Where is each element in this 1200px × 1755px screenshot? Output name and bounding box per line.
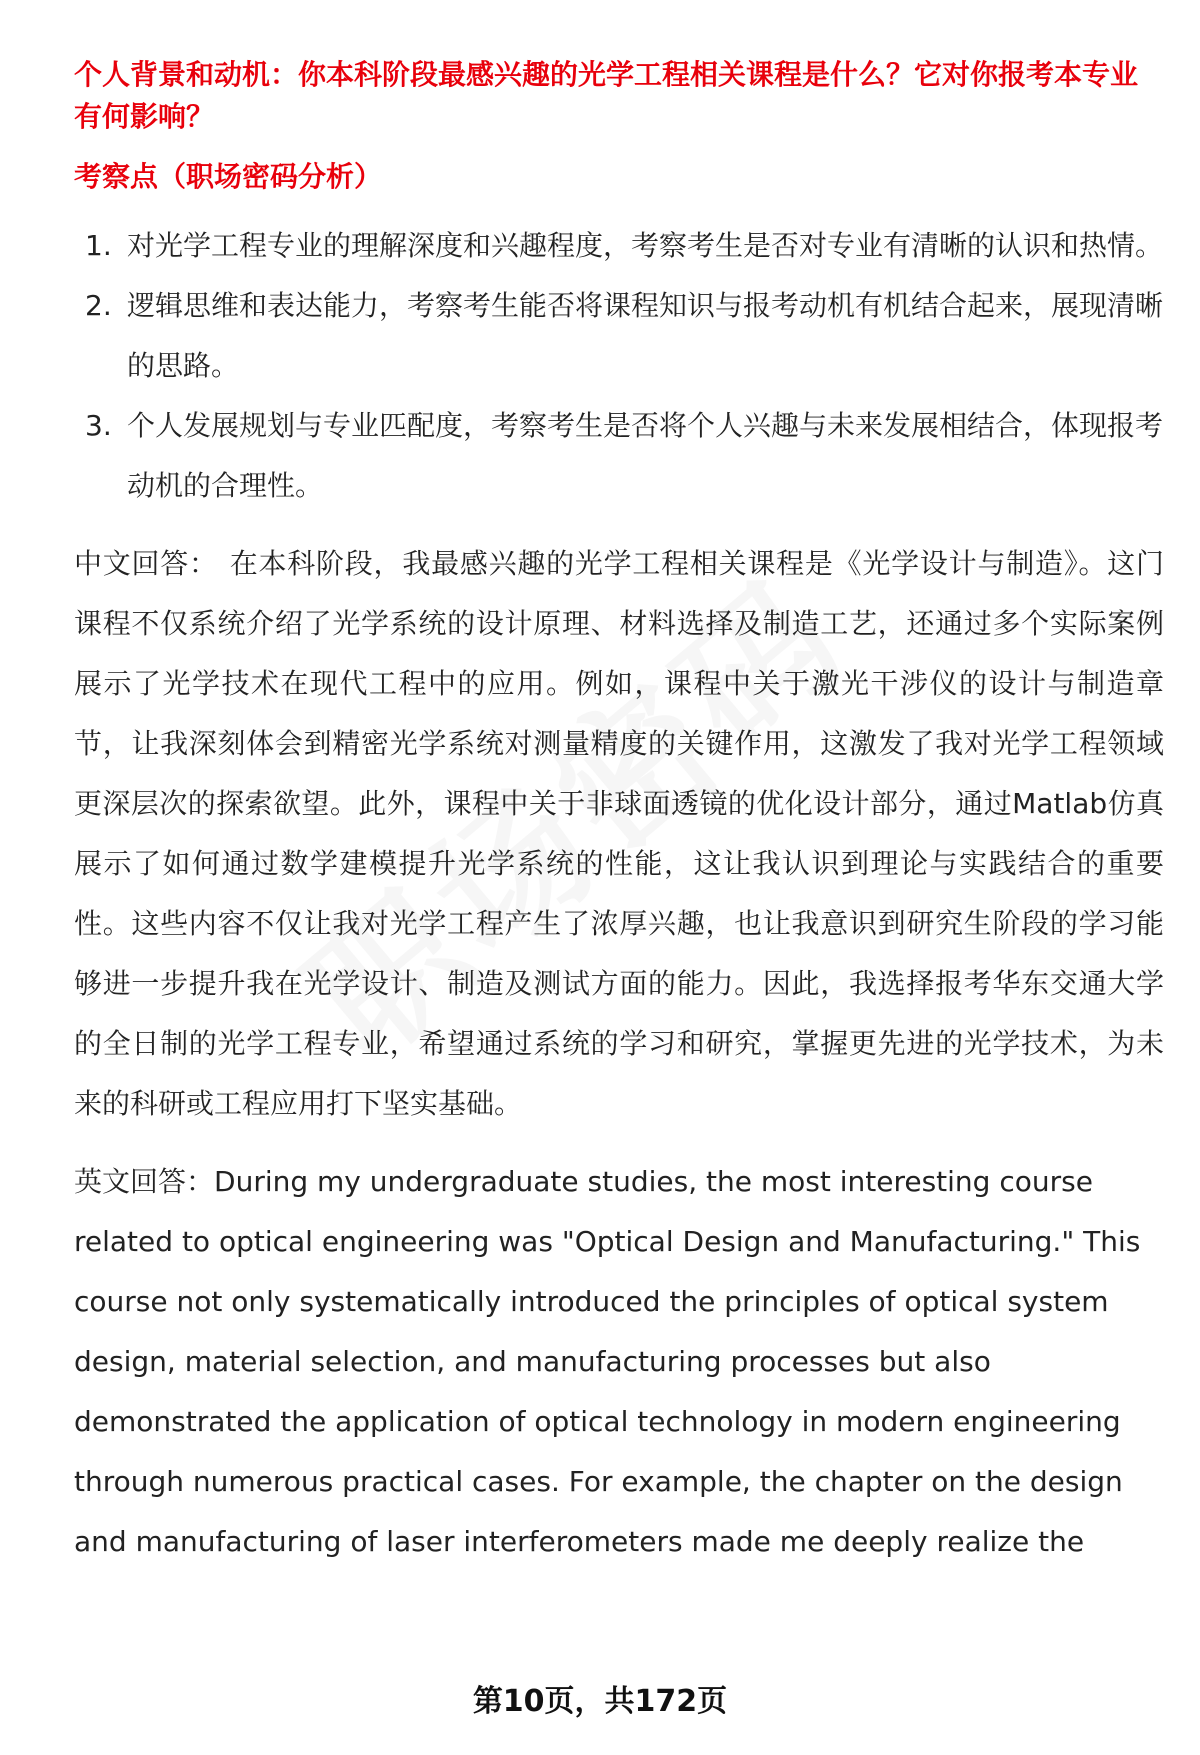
english-answer xyxy=(74,1152,1164,1572)
page-number: 第10页，共172页 xyxy=(472,1684,728,1719)
chinese-answer-label: 中文回答： xyxy=(74,547,218,580)
list-item xyxy=(74,396,1164,516)
list-item-number: 2. xyxy=(85,289,112,322)
list-item-text: 对光学工程专业的理解深度和兴趣程度，考察考生是否对专业有清晰的认识和热情。 xyxy=(127,229,1164,262)
chinese-answer-text: 在本科阶段，我最感兴趣的光学工程相关课程是《光学设计与制造》。这门课程不仅系统介绍了光学系统的设计原理、材料选择及制造工艺，还通过多个实际案例展示了光学技术在现代工程中的应用。例如，课程中关于激光干涉仪的设计与制造章节，让我深刻体会到精密光学系统对测量精度的关键作用，这激发了我对光学工程领域更深层次的探索欲望。此外，课程中关于非球面透镜的优化设计部分，通过Matlab仿真展示了如何通过数学建模提升光学系统的性能，这让我认识到理论与实践结合的重要性。这些内容不仅让我对光学工程产生了浓厚兴趣，也让我意识到研究生阶段的学习能够进一步提升我在光学设计、制造及测试方面的能力。因此，我选择报考华东交通大学的全日制的光学工程专业，希望通过系统的学习和研究，掌握更先进的光学技术，为未来的科研或工程应用打下坚实基础。 xyxy=(74,547,1164,1120)
assessment-heading: 考察点（职场密码分析） xyxy=(74,160,383,193)
english-answer-label: 英文回答： xyxy=(74,1165,215,1198)
assessment-points-list xyxy=(74,216,1164,516)
question-title: 个人背景和动机：你本科阶段最感兴趣的光学工程相关课程是什么？它对你报考本专业有何影响？ xyxy=(74,58,1139,133)
list-item-number: 3. xyxy=(85,409,112,442)
list-item xyxy=(74,276,1164,396)
chinese-answer xyxy=(74,534,1164,1134)
document-page xyxy=(74,54,1164,1572)
list-item-text: 个人发展规划与专业匹配度，考察考生是否将个人兴趣与未来发展相结合，体现报考动机的合理性。 xyxy=(127,409,1164,502)
list-item-text: 逻辑思维和表达能力，考察考生能否将课程知识与报考动机有机结合起来，展现清晰的思路。 xyxy=(127,289,1164,382)
list-item-number: 1. xyxy=(85,229,112,262)
list-item xyxy=(74,216,1164,276)
english-answer-text: During my undergraduate studies, the most interesting course related to optical engineering was "Optical Design and Manufacturing." This course not only systematically introduced the principles of optical system design, material selection, and manufacturing processes but also demonstrated the application of optical technology in modern engineering through numerous practical cases. For example, the chapter on the design and manufacturing of laser interferometers made me deeply realize the xyxy=(74,1165,1141,1558)
